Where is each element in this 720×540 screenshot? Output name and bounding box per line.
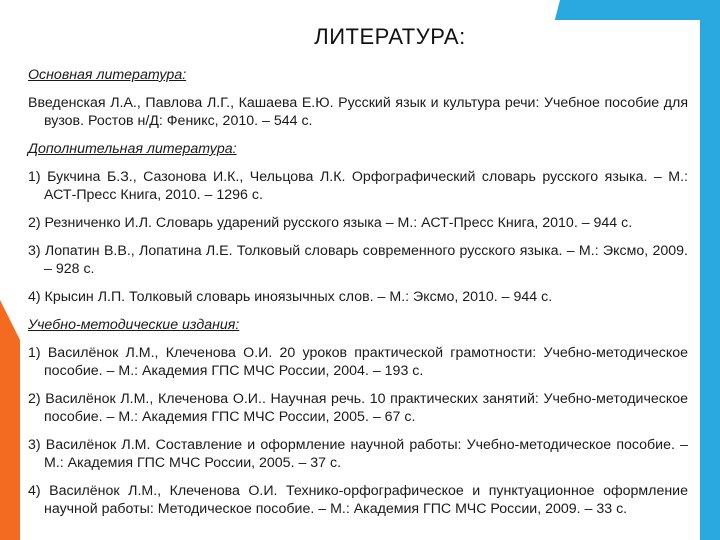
section-heading-main: Основная литература: (28, 67, 187, 83)
bibliography-entry: 1) Василёнок Л.М., Клеченова О.И. 20 уроков практической грамотности: Учебно-методическое пособие. – М.: Академия ГПС МЧС России, 2004. – 193 с. (28, 345, 688, 379)
page-title: ЛИТЕРАТУРА: (314, 24, 466, 49)
bibliography-entry: 1) Букчина Б.З., Сазонова И.К., Чельцова Л.К. Орфографический словарь русского языка. – М.: АСТ-Пресс Книга, 2010. – 1296 с. (28, 169, 688, 203)
bibliography-entry: 3) Василёнок Л.М. Составление и оформление научной работы: Учебно-методическое пособие. – М.: Академия ГПС МЧС России, 2005. – 37 с. (28, 437, 688, 471)
bibliography-entry: 4) Василёнок Л.М., Клеченова О.И. Технико-орфографическое и пунктуационное оформление научной работы: Методическое пособие. – М.: Академия ГПС МЧС России, 2009. – 33 с. (28, 483, 688, 517)
bibliography-content (28, 66, 688, 528)
bibliography-entry: 4) Крысин Л.П. Толковый словарь иноязычных слов. – М.: Эксмо, 2010. – 944 с. (28, 289, 553, 305)
bibliography-entry: 2) Резниченко И.Л. Словарь ударений русского языка – М.: АСТ-Пресс Книга, 2010. – 944 с. (28, 215, 633, 231)
section-heading-additional: Дополнительная литература: (28, 141, 237, 157)
bibliography-entry: 2) Василёнок Л.М., Клеченова О.И.. Научная речь. 10 практических занятий: Учебно-методическое пособие. – М.: Академия ГПС МЧС России, 2005. – 67 с. (28, 391, 688, 425)
section-heading-methodical: Учебно-методические издания: (28, 317, 240, 333)
bibliography-entry: Введенская Л.А., Павлова Л.Г., Кашаева Е.Ю. Русский язык и культура речи: Учебное пособие для вузов. Ростов н/Д: Феникс, 2010. – 544 с. (28, 95, 688, 129)
bibliography-entry: 3) Лопатин В.В., Лопатина Л.Е. Толковый словарь современного русского языка. – М.: Эксмо, 2009. – 928 с. (28, 243, 688, 277)
